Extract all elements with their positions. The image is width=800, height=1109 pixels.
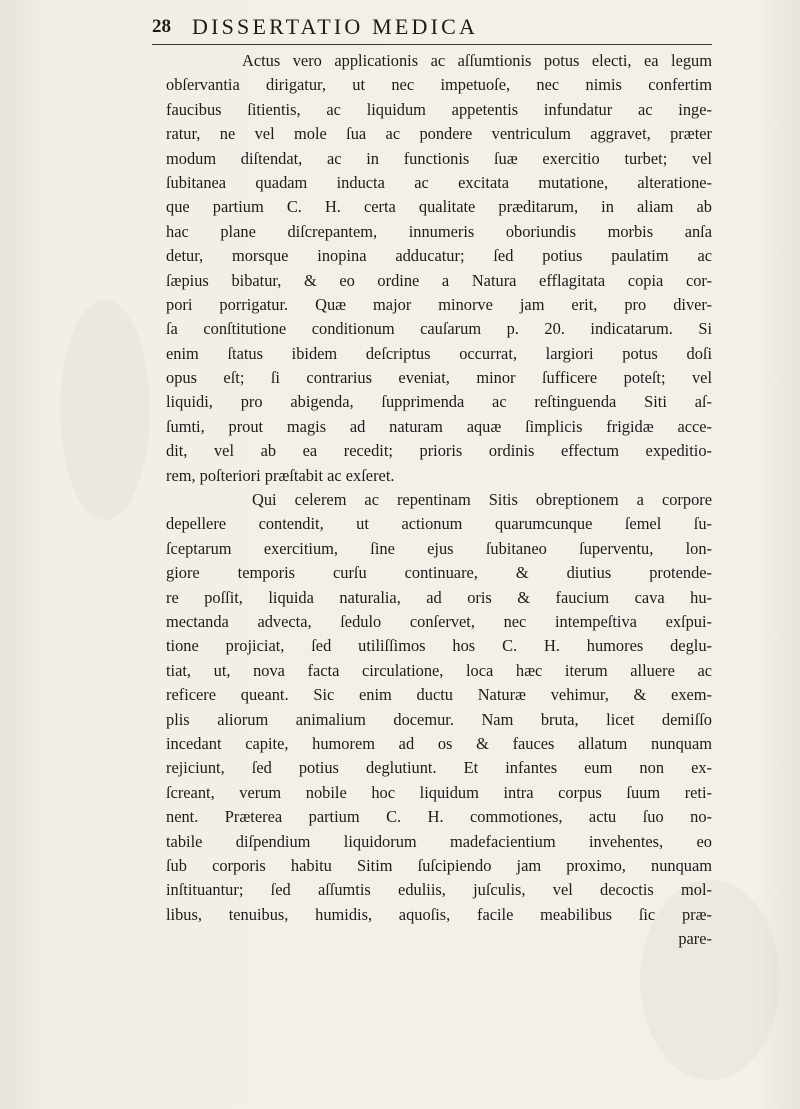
text-line: incedant capite, humorem ad os & fauces allatum nunquam bbox=[166, 733, 712, 753]
text-line: opus eſt; ſi contrarius eveniat, minor ſufficere poteſt; vel bbox=[166, 368, 712, 388]
text-line: obſervantia dirigatur, ut nec impetuoſe, nec nimis confertim bbox=[166, 75, 712, 95]
text-line: Qui celerem ac repentinam Sitis obreptionem a corpore bbox=[252, 490, 712, 510]
paper-stain bbox=[60, 300, 150, 520]
text-line: ratur, ne vel mole ſua ac pondere ventriculum aggravet, præter bbox=[166, 124, 712, 144]
text-line: ſumti, prout magis ad naturam aquæ ſimplicis frigidæ acce- bbox=[166, 416, 712, 436]
text-line: ſceptarum exercitium, ſine ejus ſubitaneo ſuperventu, lon- bbox=[166, 538, 712, 558]
text-line: tabile diſpendium liquidorum madefacientium invehentes, eo bbox=[166, 831, 712, 851]
text-line: rem, poſteriori præſtabit ac exſeret. bbox=[166, 465, 395, 485]
text-line: tione projiciat, ſed utiliſſimos hos C. H. humores deglu- bbox=[166, 636, 712, 656]
text-line: detur, morsque inopina adducatur; ſed potius paulatim ac bbox=[166, 246, 712, 266]
text-line: inſtituantur; ſed aſſumtis eduliis, juſculis, vel decoctis mol- bbox=[166, 880, 712, 900]
text-line: ſubitanea quadam inducta ac excitata mutatione, alteratione- bbox=[166, 172, 712, 192]
running-head: DISSERTATIO MEDICA bbox=[192, 14, 479, 39]
text-line: depellere contendit, ut actionum quarumcunque ſemel ſu- bbox=[166, 514, 712, 534]
text-line: tiat, ut, nova facta circulatione, loca hæc iterum alluere ac bbox=[166, 660, 712, 680]
text-line: nent. Præterea partium C. H. commotiones, actu ſuo no- bbox=[166, 807, 712, 827]
text-line: hac plane diſcrepantem, innumeris oboriundis morbis anſa bbox=[166, 221, 712, 241]
text-line: pori porrigatur. Quæ major minorve jam erit, pro diver- bbox=[166, 294, 712, 314]
text-line: modum diſtendat, ac in functionis ſuæ exercitio turbet; vel bbox=[166, 148, 712, 168]
text-line: mectanda advecta, ſedulo conſervet, nec intempeſtiva exſpui- bbox=[166, 611, 712, 631]
text-line: libus, tenuibus, humidis, aquoſis, facile meabilibus ſic præ- bbox=[166, 904, 712, 924]
text-line: ſæpius bibatur, & eo ordine a Natura efflagitata copia cor- bbox=[166, 270, 712, 290]
text-line: reficere queant. Sic enim ductu Naturæ vehimur, & exem- bbox=[166, 685, 712, 705]
text-line: faucibus ſitientis, ac liquidum appetentis infundatur ac inge- bbox=[166, 99, 712, 119]
text-line: plis aliorum animalium docemur. Nam bruta, licet demiſſo bbox=[166, 709, 712, 729]
page-number: 28 bbox=[152, 16, 171, 37]
text-line: liquidi, pro abigenda, ſupprimenda ac reſtinguenda Siti aſ- bbox=[166, 392, 712, 412]
page-header bbox=[152, 14, 712, 45]
text-line: ſa conſtitutione conditionum cauſarum p. 20. indicatarum. Si bbox=[166, 319, 712, 339]
body-text bbox=[166, 49, 712, 951]
text-line: re poſſit, liquida naturalia, ad oris & faucium cava hu- bbox=[166, 587, 712, 607]
catchword: pare- bbox=[678, 929, 712, 949]
text-line: dit, vel ab ea recedit; prioris ordinis effectum expeditio- bbox=[166, 441, 712, 461]
text-line: que partium C. H. certa qualitate præditarum, in aliam ab bbox=[166, 197, 712, 217]
text-line: Actus vero applicationis ac aſſumtionis potus electi, ea legum bbox=[242, 51, 712, 70]
text-line: rejiciunt, ſed potius deglutiunt. Et infantes eum non ex- bbox=[166, 758, 712, 778]
text-line: ſub corporis habitu Sitim ſuſcipiendo jam proximo, nunquam bbox=[166, 855, 712, 875]
text-line: enim ſtatus ibidem deſcriptus occurrat, largiori potus doſi bbox=[166, 343, 712, 363]
text-line: giore temporis curſu continuare, & diutius protende- bbox=[166, 563, 712, 583]
text-line: ſcreant, verum nobile hoc liquidum intra corpus ſuum reti- bbox=[166, 782, 712, 802]
